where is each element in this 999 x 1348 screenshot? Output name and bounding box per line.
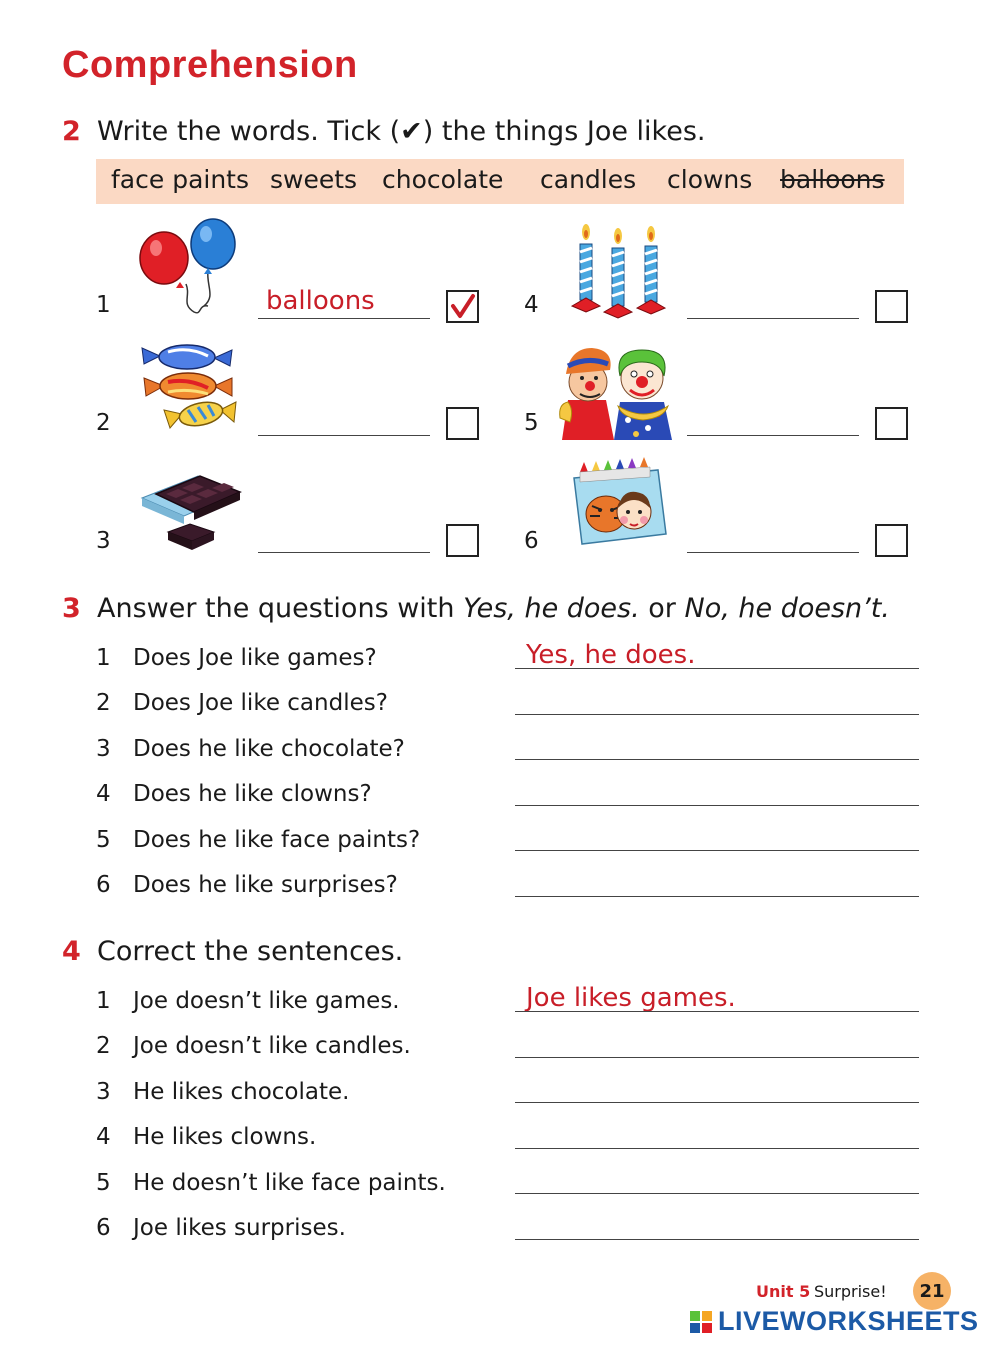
- answer-line[interactable]: [515, 1102, 919, 1103]
- answer-line[interactable]: [515, 714, 919, 715]
- exercise-4-instruction: Correct the sentences.: [97, 936, 404, 967]
- answer-line[interactable]: [687, 435, 859, 436]
- question-text: Does Joe like games?: [133, 645, 377, 671]
- question-text: Does he like face paints?: [133, 827, 421, 853]
- answer-line[interactable]: [515, 1148, 919, 1149]
- answer-line[interactable]: [515, 668, 919, 669]
- exercise-2-instruction: Write the words. Tick (✔) the things Joe likes.: [97, 116, 706, 147]
- word-bank-item: sweets: [270, 165, 358, 194]
- question-number: 5: [96, 827, 111, 853]
- question-text: Does he like chocolate?: [133, 736, 405, 762]
- tick-box[interactable]: [875, 290, 908, 323]
- sentence-number: 4: [96, 1124, 111, 1150]
- answer-line[interactable]: [687, 552, 859, 553]
- question-number: 1: [96, 645, 111, 671]
- footer-unit-name: Surprise!: [814, 1282, 887, 1301]
- sentence-number: 3: [96, 1079, 111, 1105]
- page-number: 21: [913, 1272, 951, 1310]
- sentence-text: Joe doesn’t like candles.: [133, 1033, 411, 1059]
- answer-line[interactable]: [515, 896, 919, 897]
- exercise-2-number: 2: [62, 116, 81, 147]
- clowns-picture: [558, 348, 674, 440]
- footer-unit-label: Unit 5: [756, 1282, 811, 1301]
- word-bank-item: face paints: [111, 165, 250, 194]
- item-number: 6: [524, 528, 539, 554]
- sentence-number: 6: [96, 1215, 111, 1241]
- face-paints-picture: [566, 460, 668, 548]
- sentence-number: 5: [96, 1170, 111, 1196]
- word-bank-item: candles: [540, 165, 637, 194]
- answer-line[interactable]: [515, 805, 919, 806]
- page-title: Comprehension: [62, 44, 358, 86]
- tick-box[interactable]: [446, 407, 479, 440]
- exercise-4-number: 4: [62, 936, 81, 967]
- answer-line[interactable]: [515, 1011, 919, 1012]
- sentence-answer: Joe likes games.: [526, 983, 736, 1013]
- answer-line[interactable]: [515, 1239, 919, 1240]
- question-answer: Yes, he does.: [526, 640, 696, 670]
- liveworksheets-logo-icon: [690, 1311, 714, 1335]
- answer-line[interactable]: [258, 318, 430, 319]
- item-number: 1: [96, 292, 111, 318]
- item-answer: balloons: [266, 286, 375, 316]
- question-text: Does he like clowns?: [133, 781, 372, 807]
- sentence-number: 1: [96, 988, 111, 1014]
- word-bank-item: chocolate: [382, 165, 504, 194]
- question-number: 4: [96, 781, 111, 807]
- word-bank-item-struck: balloons: [780, 165, 885, 194]
- answer-line[interactable]: [258, 552, 430, 553]
- sentence-text: Joe likes surprises.: [133, 1215, 346, 1241]
- exercise-3-instruction: Answer the questions with Yes, he does. or No, he doesn’t.: [97, 593, 890, 624]
- sentence-text: Joe doesn’t like games.: [133, 988, 400, 1014]
- question-number: 2: [96, 690, 111, 716]
- balloons-picture: [136, 216, 241, 321]
- chocolate-picture: [138, 470, 243, 555]
- word-bank-item: clowns: [667, 165, 753, 194]
- candles-picture: [566, 222, 672, 322]
- item-number: 5: [524, 410, 539, 436]
- answer-line[interactable]: [258, 435, 430, 436]
- question-text: Does Joe like candles?: [133, 690, 388, 716]
- watermark: LIVEWORKSHEETS: [718, 1306, 979, 1336]
- sentence-number: 2: [96, 1033, 111, 1059]
- sentence-text: He likes chocolate.: [133, 1079, 350, 1105]
- item-number: 4: [524, 292, 539, 318]
- exercise-3-number: 3: [62, 593, 81, 624]
- checkmark-icon: [448, 292, 477, 321]
- answer-line[interactable]: [515, 1057, 919, 1058]
- question-number: 3: [96, 736, 111, 762]
- tick-box[interactable]: [875, 407, 908, 440]
- sentence-text: He doesn’t like face paints.: [133, 1170, 446, 1196]
- question-text: Does he like surprises?: [133, 872, 398, 898]
- item-number: 3: [96, 528, 111, 554]
- tick-box[interactable]: [446, 524, 479, 557]
- sentence-text: He likes clowns.: [133, 1124, 317, 1150]
- answer-line[interactable]: [515, 759, 919, 760]
- answer-line[interactable]: [515, 850, 919, 851]
- tick-box-checked[interactable]: [446, 290, 479, 323]
- answer-line[interactable]: [687, 318, 859, 319]
- answer-line[interactable]: [515, 1193, 919, 1194]
- tick-box[interactable]: [875, 524, 908, 557]
- item-number: 2: [96, 410, 111, 436]
- sweets-picture: [140, 340, 240, 435]
- question-number: 6: [96, 872, 111, 898]
